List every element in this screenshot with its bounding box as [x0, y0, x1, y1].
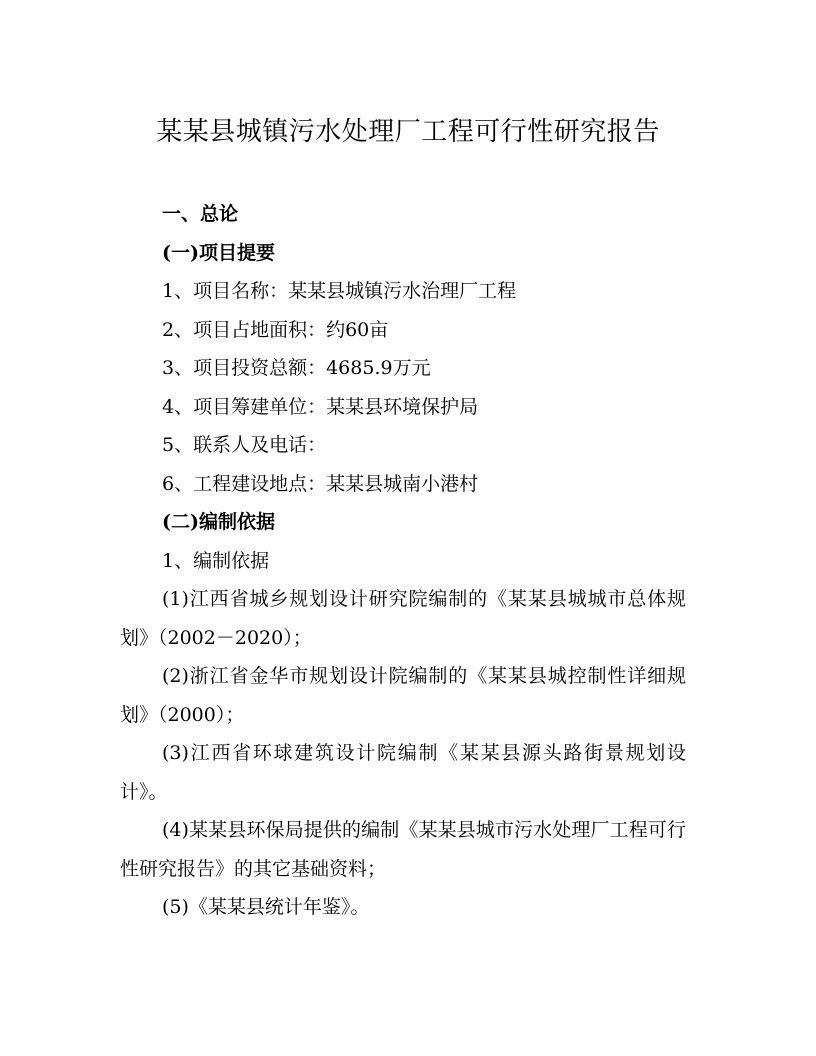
reference-item-1: (1)江西省城乡规划设计研究院编制的《某某县城城市总体规划》（2002－2020）；: [120, 588, 686, 649]
project-organizer-item: 4、项目筹建单位：某某县环境保护局: [162, 395, 479, 418]
project-contact-item: 5、联系人及电话：: [162, 434, 327, 456]
section-heading-overview: 一、总论: [162, 203, 239, 225]
project-area-item: 2、项目占地面积：约60亩: [162, 318, 389, 341]
document-title: 某某县城镇污水处理厂工程可行性研究报告: [156, 117, 660, 147]
reference-item-5: (5)《某某县统计年鉴》。: [162, 896, 370, 918]
subsection-heading-basis: (二)编制依据: [162, 511, 275, 533]
reference-item-4: (4)某某县环保局提供的编制《某某县城市污水处理厂工程可行性研究报告》的其它基础资料；: [120, 819, 686, 880]
reference-item-3: (3)江西省环球建筑设计院编制《某某县源头路街景规划设计》。: [120, 742, 686, 803]
project-location-item: 6、工程建设地点：某某县城南小港村: [162, 472, 479, 495]
project-name-item: 1、项目名称：某某县城镇污水治理厂工程: [162, 280, 517, 302]
basis-item: 1、编制依据: [162, 549, 270, 572]
project-investment-item: 3、项目投资总额：4685.9万元: [162, 357, 431, 379]
subsection-heading-project-summary: (一)项目提要: [162, 241, 275, 264]
reference-item-2: (2)浙江省金华市规划设计院编制的《某某县城控制性详细规划》（2000）；: [120, 665, 686, 726]
document-body: [120, 195, 686, 927]
